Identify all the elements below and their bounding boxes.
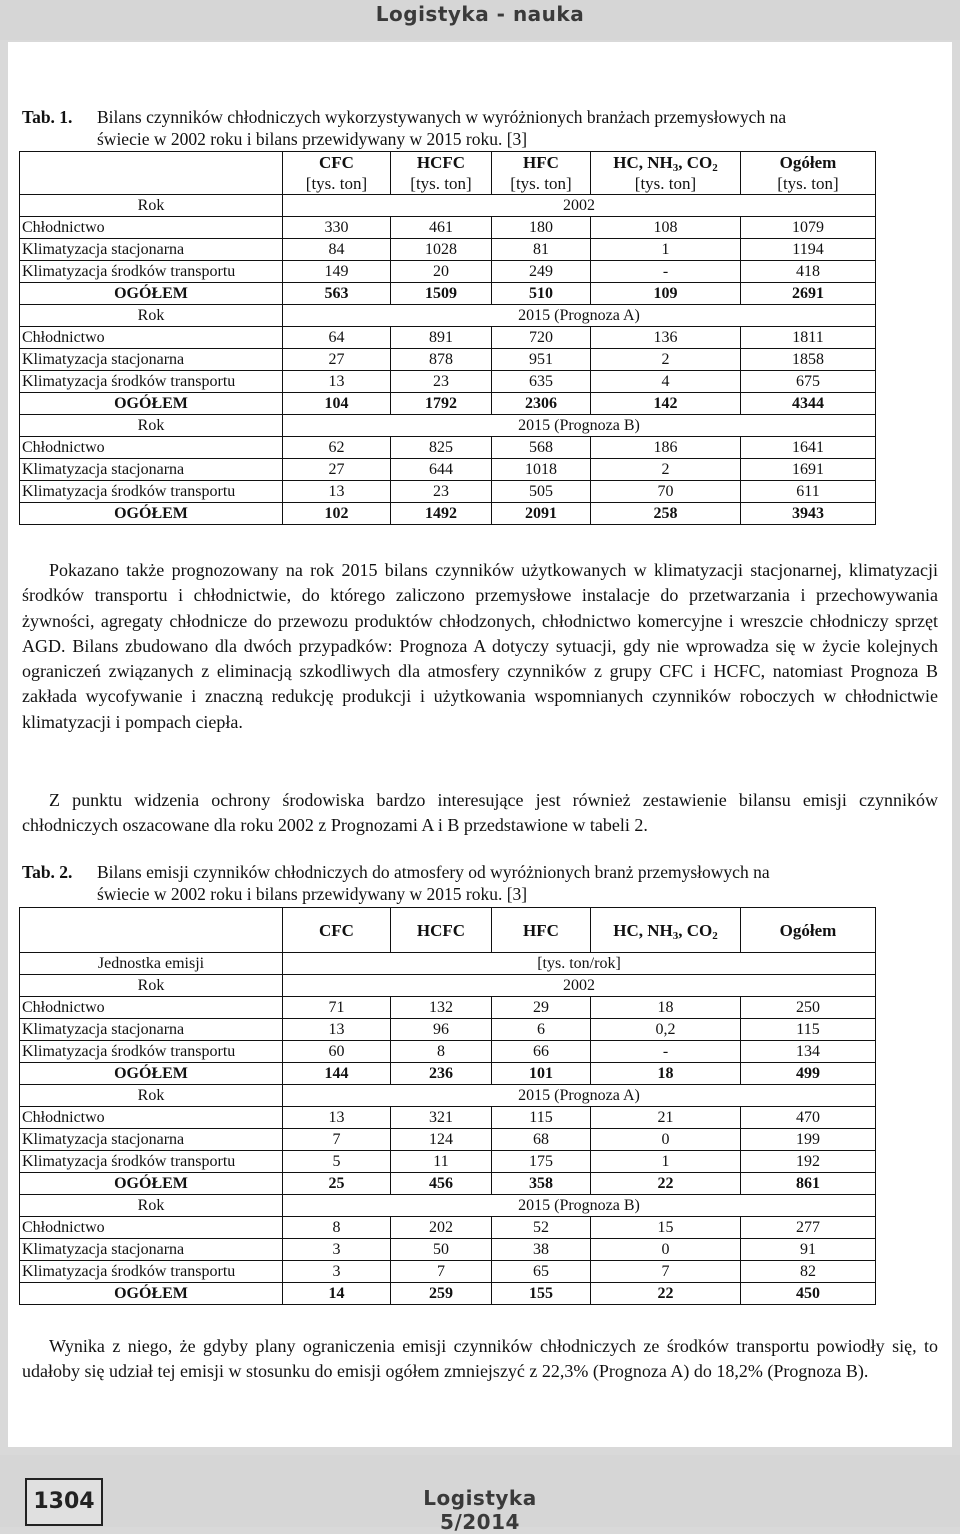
table-cell: 13: [283, 1019, 391, 1041]
unit-value: [tys. ton/rok]: [283, 953, 876, 975]
table-cell: 84: [283, 239, 391, 261]
year-row: [20, 195, 876, 217]
total-cell: 358: [492, 1173, 591, 1195]
table-cell: 0: [591, 1239, 741, 1261]
total-row: [20, 503, 876, 525]
table-cell: 62: [283, 437, 391, 459]
table-cell: 1194: [741, 239, 876, 261]
table-cell: 951: [492, 349, 591, 371]
table-row: [20, 437, 876, 459]
table-cell: 1: [591, 239, 741, 261]
table-cell: 8: [283, 1217, 391, 1239]
table-cell: 96: [391, 1019, 492, 1041]
total-cell: 155: [492, 1283, 591, 1305]
column-name: HC, NH: [613, 920, 673, 940]
table-cell: 82: [741, 1261, 876, 1283]
section-title: Logistyka - nauka: [375, 2, 585, 26]
table1-label: Tab. 1.: [22, 107, 73, 127]
table-cell: -: [591, 1041, 741, 1063]
total-cell: 22: [591, 1283, 741, 1305]
total-cell: 2691: [741, 283, 876, 305]
unit-label: Jednostka emisji: [20, 953, 283, 975]
total-cell: 142: [591, 393, 741, 415]
paragraph-3: Wynika z niego, że gdyby plany ograniczenia emisji czynników chłodniczych ze środków transportu powiodły się, to udałoby się udział tej emisji w stosunku do emisji ogółem zmniejszyć z 22,3% (Prognoza A) do 18,2% (Prognoza B).: [22, 1336, 938, 1382]
column-header: [591, 908, 741, 953]
table1-caption-line1: Bilans czynników chłodniczych wykorzystywanych w wyróżnionych branżach przemysłowych na: [97, 107, 787, 127]
table-cell: 108: [591, 217, 741, 239]
row-label: Klimatyzacja stacjonarna: [20, 239, 283, 261]
column-unit: [tys. ton]: [510, 174, 572, 193]
column-header: [591, 152, 741, 195]
table-cell: 7: [591, 1261, 741, 1283]
column-name: HCFC: [416, 153, 466, 172]
column-header: [741, 152, 876, 195]
table-cell: 81: [492, 239, 591, 261]
table-cell: 7: [391, 1261, 492, 1283]
table-row: [20, 1261, 876, 1283]
table-cell: 11: [391, 1151, 492, 1173]
total-label: OGÓŁEM: [20, 1173, 283, 1195]
table-cell: 1691: [741, 459, 876, 481]
table-cell: 1: [591, 1151, 741, 1173]
table-cell: 13: [283, 371, 391, 393]
table-cell: 71: [283, 997, 391, 1019]
total-row: [20, 283, 876, 305]
table-cell: 124: [391, 1129, 492, 1151]
table-cell: 68: [492, 1129, 591, 1151]
table-row: [20, 481, 876, 503]
table-cell: 1811: [741, 327, 876, 349]
year-row: [20, 305, 876, 327]
column-name-part: , CO: [678, 153, 713, 172]
table-cell: 249: [492, 261, 591, 283]
total-cell: 563: [283, 283, 391, 305]
row-label: Klimatyzacja środków transportu: [20, 1151, 283, 1173]
rok-label: Rok: [20, 1195, 283, 1217]
table-cell: 136: [591, 327, 741, 349]
year-value: 2002: [283, 975, 876, 997]
total-cell: 14: [283, 1283, 391, 1305]
total-cell: 144: [283, 1063, 391, 1085]
table-cell: 149: [283, 261, 391, 283]
column-header: [741, 908, 876, 953]
table-cell: 470: [741, 1107, 876, 1129]
paragraph-1: Pokazano także prognozowany na rok 2015 bilans czynników użytkowanych w klimatyzacji stacjonarnej, klimatyzacji środków transportu i chłodnictwie, do którego zaliczono przemysłowe instalacje do przetwarzania i przechowywania żywności, agregaty chłodnicze do przewozu produktów chłodzonych, chłodnictwo komercyjne i wreszcie chłodniczy sprzęt AGD. Bilans zbudowano dla dwóch przypadków: Prognoza A dotyczy sytuacji, gdy nie wprowadza się w życie kolejnych ograniczeń związanych z eliminacją szkodliwych dla atmosfery czynników z grupy CFC i HCFC, natomiast Prognoza B zakłada wycofywanie i znaczną redukcję produkcji i użytkowania wspomnianych czynników roboczych w chłodnictwie klimatyzacji i pompach ciepła.: [22, 560, 938, 732]
table-cell: 13: [283, 481, 391, 503]
table-cell: 418: [741, 261, 876, 283]
total-cell: 25: [283, 1173, 391, 1195]
total-label: OGÓŁEM: [20, 393, 283, 415]
rok-label: Rok: [20, 1085, 283, 1107]
total-cell: 450: [741, 1283, 876, 1305]
total-cell: 1509: [391, 283, 492, 305]
total-cell: 3943: [741, 503, 876, 525]
row-label: Klimatyzacja środków transportu: [20, 261, 283, 283]
header-row: [20, 152, 876, 195]
table-cell: 635: [492, 371, 591, 393]
column-header: [283, 152, 391, 195]
table-row: [20, 1107, 876, 1129]
year-row: [20, 975, 876, 997]
table-cell: 2: [591, 459, 741, 481]
table-row: [20, 1019, 876, 1041]
journal-name: Logistyka 5/2014: [423, 1486, 537, 1534]
corner-cell: [20, 908, 283, 953]
year-value: 2015 (Prognoza A): [283, 1085, 876, 1107]
total-cell: 510: [492, 283, 591, 305]
table1-caption: [22, 106, 938, 150]
table-cell: 3: [283, 1261, 391, 1283]
table2: [19, 907, 876, 1305]
table-cell: 13: [283, 1107, 391, 1129]
column-header: [492, 908, 591, 953]
table-cell: 134: [741, 1041, 876, 1063]
column-unit: [tys. ton]: [410, 174, 472, 193]
table-cell: 1028: [391, 239, 492, 261]
column-header: [391, 908, 492, 953]
table-cell: 27: [283, 349, 391, 371]
row-label: Chłodnictwo: [20, 327, 283, 349]
table-cell: 64: [283, 327, 391, 349]
paragraph-2: Z punktu widzenia ochrony środowiska bardzo interesujące jest również zestawienie bilansu emisji czynników chłodniczych oszacowane dla roku 2002 z Prognozami A i B przedstawione w tabeli 2.: [22, 790, 938, 836]
column-unit: [tys. ton]: [305, 174, 368, 193]
year-row: [20, 415, 876, 437]
column-name: HCFC: [416, 920, 466, 940]
table-cell: 132: [391, 997, 492, 1019]
table-cell: 250: [741, 997, 876, 1019]
table-cell: 199: [741, 1129, 876, 1151]
table-cell: 891: [391, 327, 492, 349]
table-cell: 277: [741, 1217, 876, 1239]
table-cell: 23: [391, 481, 492, 503]
total-cell: 1792: [391, 393, 492, 415]
table-cell: 202: [391, 1217, 492, 1239]
column-name: HC, NH: [613, 153, 673, 172]
year-row: [20, 1085, 876, 1107]
row-label: Klimatyzacja stacjonarna: [20, 1239, 283, 1261]
table-cell: 52: [492, 1217, 591, 1239]
total-cell: 258: [591, 503, 741, 525]
table-cell: 70: [591, 481, 741, 503]
table-cell: 0: [591, 1129, 741, 1151]
table-cell: 115: [741, 1019, 876, 1041]
page-number: 1304: [25, 1478, 103, 1526]
rok-label: Rok: [20, 975, 283, 997]
table-row: [20, 1217, 876, 1239]
table-cell: 8: [391, 1041, 492, 1063]
row-label: Klimatyzacja środków transportu: [20, 1261, 283, 1283]
table-cell: 91: [741, 1239, 876, 1261]
total-cell: 101: [492, 1063, 591, 1085]
table2-label: Tab. 2.: [22, 862, 73, 882]
table-cell: 66: [492, 1041, 591, 1063]
row-label: Klimatyzacja stacjonarna: [20, 459, 283, 481]
table-cell: 7: [283, 1129, 391, 1151]
table-cell: 192: [741, 1151, 876, 1173]
table2-caption: [22, 861, 938, 905]
year-value: 2015 (Prognoza B): [283, 1195, 876, 1217]
table-cell: 175: [492, 1151, 591, 1173]
row-label: Klimatyzacja stacjonarna: [20, 1019, 283, 1041]
total-cell: 456: [391, 1173, 492, 1195]
row-label: Chłodnictwo: [20, 997, 283, 1019]
table-cell: 2: [591, 349, 741, 371]
table-row: [20, 239, 876, 261]
table-row: [20, 217, 876, 239]
year-value: 2015 (Prognoza B): [283, 415, 876, 437]
table-cell: 1018: [492, 459, 591, 481]
total-cell: 102: [283, 503, 391, 525]
rok-label: Rok: [20, 305, 283, 327]
table-cell: 115: [492, 1107, 591, 1129]
table-cell: 186: [591, 437, 741, 459]
column-name-part: , CO: [678, 920, 713, 940]
table-cell: 29: [492, 997, 591, 1019]
total-cell: 18: [591, 1063, 741, 1085]
table-cell: 461: [391, 217, 492, 239]
column-name: HFC: [523, 153, 559, 172]
table-cell: -: [591, 261, 741, 283]
row-label: Klimatyzacja stacjonarna: [20, 1129, 283, 1151]
table-cell: 65: [492, 1261, 591, 1283]
row-label: Chłodnictwo: [20, 1217, 283, 1239]
table-row: [20, 349, 876, 371]
table-cell: 644: [391, 459, 492, 481]
total-cell: 236: [391, 1063, 492, 1085]
table-row: [20, 1041, 876, 1063]
column-unit: [tys. ton]: [777, 174, 839, 193]
total-cell: 4344: [741, 393, 876, 415]
row-label: Klimatyzacja środków transportu: [20, 481, 283, 503]
total-cell: 109: [591, 283, 741, 305]
table-cell: 23: [391, 371, 492, 393]
row-label: Chłodnictwo: [20, 217, 283, 239]
row-label: Klimatyzacja stacjonarna: [20, 349, 283, 371]
table-cell: 50: [391, 1239, 492, 1261]
table-cell: 20: [391, 261, 492, 283]
row-label: Chłodnictwo: [20, 437, 283, 459]
total-cell: 861: [741, 1173, 876, 1195]
total-label: OGÓŁEM: [20, 1063, 283, 1085]
table-row: [20, 1239, 876, 1261]
table-cell: 1858: [741, 349, 876, 371]
table-cell: 330: [283, 217, 391, 239]
column-header: [391, 152, 492, 195]
column-name: CFC: [319, 920, 354, 940]
year-value: 2002: [283, 195, 876, 217]
table-cell: 3: [283, 1239, 391, 1261]
table-row: [20, 261, 876, 283]
total-cell: 104: [283, 393, 391, 415]
unit-row: [20, 953, 876, 975]
total-row: [20, 1173, 876, 1195]
table-cell: 6: [492, 1019, 591, 1041]
column-unit: [tys. ton]: [634, 174, 697, 193]
year-row: [20, 1195, 876, 1217]
column-header: [492, 152, 591, 195]
row-label: Klimatyzacja środków transportu: [20, 371, 283, 393]
column-name: CFC: [319, 153, 354, 172]
table-cell: 611: [741, 481, 876, 503]
table-cell: 38: [492, 1239, 591, 1261]
table-cell: 321: [391, 1107, 492, 1129]
table-row: [20, 327, 876, 349]
table-cell: 825: [391, 437, 492, 459]
total-cell: 259: [391, 1283, 492, 1305]
total-label: OGÓŁEM: [20, 503, 283, 525]
table1: [19, 151, 876, 525]
total-row: [20, 1283, 876, 1305]
corner-cell: [20, 152, 283, 195]
column-name: Ogółem: [779, 920, 837, 940]
row-label: Klimatyzacja środków transportu: [20, 1041, 283, 1063]
table-row: [20, 1129, 876, 1151]
table-row: [20, 459, 876, 481]
table-row: [20, 997, 876, 1019]
total-row: [20, 1063, 876, 1085]
table-cell: 60: [283, 1041, 391, 1063]
table-row: [20, 1151, 876, 1173]
table-cell: 0,2: [591, 1019, 741, 1041]
rok-label: Rok: [20, 415, 283, 437]
table-cell: 21: [591, 1107, 741, 1129]
column-name: HFC: [523, 920, 559, 940]
subscript: 2: [712, 929, 718, 942]
table-cell: 15: [591, 1217, 741, 1239]
table2-caption-line1: Bilans emisji czynników chłodniczych do atmosfery od wyróżnionych branż przemysłowych na: [97, 862, 770, 882]
year-value: 2015 (Prognoza A): [283, 305, 876, 327]
total-row: [20, 393, 876, 415]
rok-label: Rok: [20, 195, 283, 217]
table2-caption-line2: świecie w 2002 roku i bilans przewidywany w 2015 roku. [3]: [97, 884, 528, 904]
table-cell: 505: [492, 481, 591, 503]
table-cell: 878: [391, 349, 492, 371]
table1-caption-line2: świecie w 2002 roku i bilans przewidywany w 2015 roku. [3]: [97, 129, 528, 149]
table-cell: 4: [591, 371, 741, 393]
table-cell: 180: [492, 217, 591, 239]
total-cell: 22: [591, 1173, 741, 1195]
table-cell: 1641: [741, 437, 876, 459]
column-header: [283, 908, 391, 953]
subscript: 2: [712, 162, 718, 174]
total-cell: 1492: [391, 503, 492, 525]
header-row: [20, 908, 876, 953]
total-cell: 499: [741, 1063, 876, 1085]
subscript: 3: [672, 162, 679, 174]
table-row: [20, 371, 876, 393]
total-label: OGÓŁEM: [20, 1283, 283, 1305]
total-cell: 2091: [492, 503, 591, 525]
total-label: OGÓŁEM: [20, 283, 283, 305]
table-cell: 18: [591, 997, 741, 1019]
subscript: 3: [672, 929, 679, 942]
row-label: Chłodnictwo: [20, 1107, 283, 1129]
table-cell: 27: [283, 459, 391, 481]
table-cell: 568: [492, 437, 591, 459]
table-cell: 720: [492, 327, 591, 349]
table-cell: 1079: [741, 217, 876, 239]
total-cell: 2306: [492, 393, 591, 415]
table-cell: 5: [283, 1151, 391, 1173]
table-cell: 675: [741, 371, 876, 393]
column-name: Ogółem: [779, 153, 837, 172]
